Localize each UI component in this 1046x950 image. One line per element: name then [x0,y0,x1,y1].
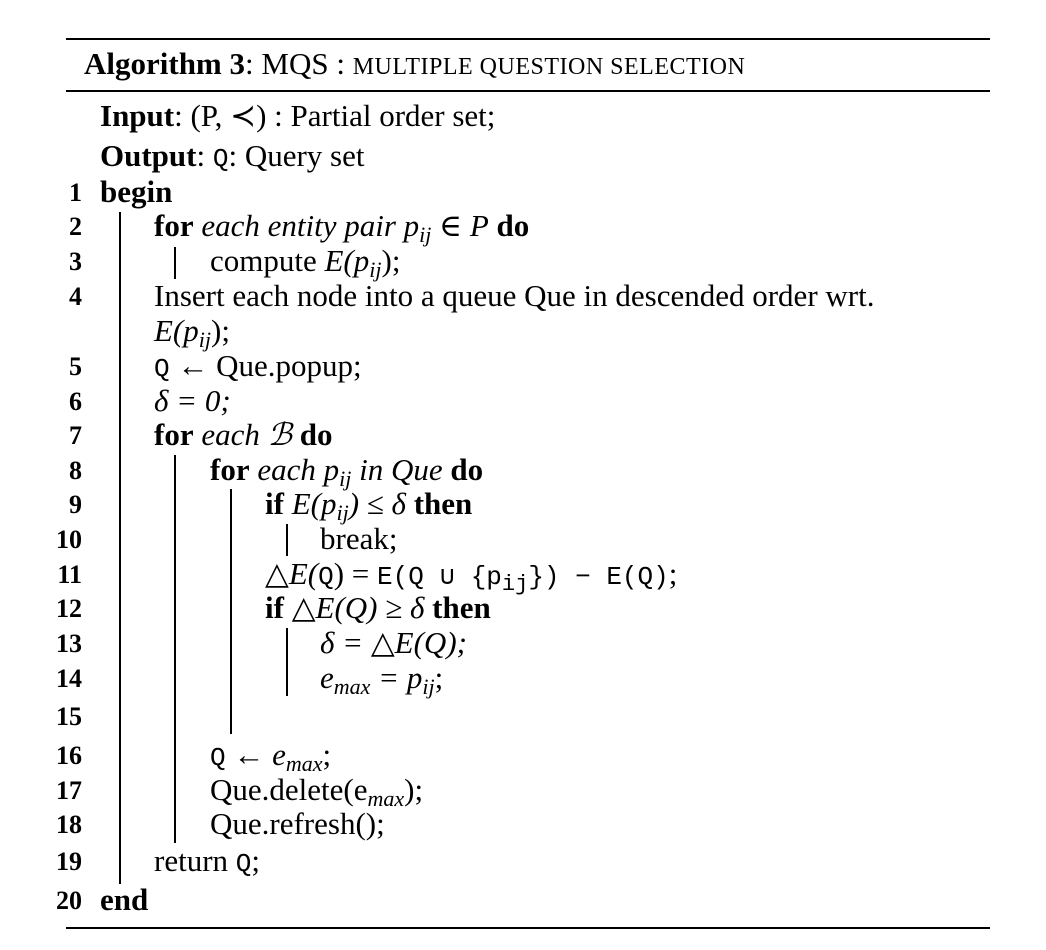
caption-short-name: MQS [261,46,329,81]
subscript: max [367,786,405,811]
stmt-text: compute [210,243,317,278]
expr-rest: ) ≤ δ [348,486,406,521]
expr: E(p [291,486,337,521]
input-label: Input [100,98,175,133]
subscript: ij [198,327,211,352]
stmt-text: Insert each node into a queue Que in descended order wrt. [154,278,875,313]
var-q: Q [235,849,252,879]
stmt-text: Que.delete(e [210,772,368,807]
line-number: 5 [69,352,82,381]
block-bar-begin [119,212,121,884]
kw-for: for [154,417,194,452]
line-number: 17 [56,776,82,805]
line-20 [100,883,148,917]
expr: p [323,452,340,487]
expr-union: E(Q ∪ {p [377,562,502,592]
line-number: 6 [69,387,82,416]
expr-tail: }) − [528,562,607,592]
kw-for: for [210,452,250,487]
subscript: ij [419,222,432,247]
kw-end: end [100,882,149,917]
line-number: 8 [69,456,82,485]
block-bar-for-b [174,455,176,843]
kw-then: then [413,486,473,521]
line-number: 3 [69,247,82,276]
for-text: each [201,417,260,452]
var-q: Q [210,743,226,773]
line-number: 10 [56,525,82,554]
subscript: ij [422,674,435,699]
expr-eq2: E(Q) [606,562,669,592]
input-line: Input: (P, ≺) : Partial order set; [100,98,496,133]
expr-end: ); [404,772,424,807]
input-value: (P, ≺) : Partial order set; [190,98,496,133]
expr-lhs: △E( [265,556,319,591]
expr: E(p [154,313,199,348]
line-12 [265,591,491,625]
line-number: 11 [57,560,82,589]
stmt-text: break; [320,521,398,556]
line-number: 16 [56,741,82,770]
for-text: each entity pair [201,208,396,243]
caption-rule [66,90,990,92]
algorithm-caption: Algorithm 3: MQS : MULTIPLE QUESTION SELECTION [84,46,746,81]
block-bar-if-2 [286,628,288,696]
expr-eq: ) = [333,556,378,591]
line-number: 13 [56,629,82,658]
expr-end: ; [251,843,261,878]
subscript: ij [369,257,382,282]
stmt-text: ← Que.popup; [177,348,362,383]
stmt-text: return [154,843,229,878]
var-q: Q [154,354,170,384]
line-number: 2 [69,212,82,241]
caption-label: Algorithm 3 [84,46,246,81]
line-number: 15 [56,702,82,731]
output-label: Output [100,138,197,173]
line-number: 14 [56,664,82,693]
line-5 [154,349,362,386]
expr-end: ); [211,313,230,348]
output-line: Output: Q: Query set [100,138,365,174]
kw-do: do [450,452,484,487]
expr-end: ; [434,660,444,695]
expr-lhs: e [320,660,334,695]
line-13 [320,626,467,660]
line-6 [154,384,231,418]
expr: p [403,208,420,243]
line-7 [154,418,333,452]
subscript: ij [336,500,349,525]
kw-if: if [265,590,284,625]
kw-begin: begin [100,174,173,209]
top-rule [66,38,990,40]
stmt-text: δ = △E(Q); [320,625,467,660]
kw-if: if [265,486,284,521]
output-value: : Query set [228,138,365,173]
line-14 [320,661,443,704]
caption-full-name: MULTIPLE QUESTION SELECTION [352,54,746,80]
subscript: ij [501,572,529,597]
for-text: each [257,452,316,487]
line-number: 12 [56,594,82,623]
line-number: 20 [56,886,82,915]
var-q: Q [318,562,334,592]
expr-end: ; [322,737,332,772]
line-number: 7 [69,421,82,450]
subscript: max [285,751,323,776]
expr-end: ); [381,243,401,278]
line-19 [154,844,260,881]
line-18 [210,807,385,841]
expr-end: ; [668,556,678,591]
line-1 [100,175,172,209]
subscript: max [333,674,371,699]
expr-rest: ∈ P [439,208,489,243]
kw-then: then [432,590,491,625]
line-number: 1 [69,178,82,207]
expr: △E(Q) ≥ δ [291,590,425,625]
block-bar-for-pij [230,489,232,734]
line-number: 9 [69,490,82,519]
expr: E(p [324,243,370,278]
line-10 [320,522,397,556]
expr-mid: = p [370,660,423,695]
stmt-text: Que.refresh(); [210,806,385,841]
line-number: 19 [56,847,82,876]
kw-do: do [299,417,333,452]
line-4 [154,279,874,313]
kw-do: do [496,208,530,243]
kw-for: for [154,208,194,243]
symbol-b: ℬ [267,417,292,453]
line-number: 4 [69,282,82,311]
stmt-text: δ = 0; [154,383,231,418]
line-number: 18 [56,810,82,839]
stmt-text: ← e [225,737,286,772]
subscript: ij [339,466,352,491]
bottom-rule [66,927,990,929]
output-var: Q [212,144,229,174]
in-text: in Que [359,452,443,487]
